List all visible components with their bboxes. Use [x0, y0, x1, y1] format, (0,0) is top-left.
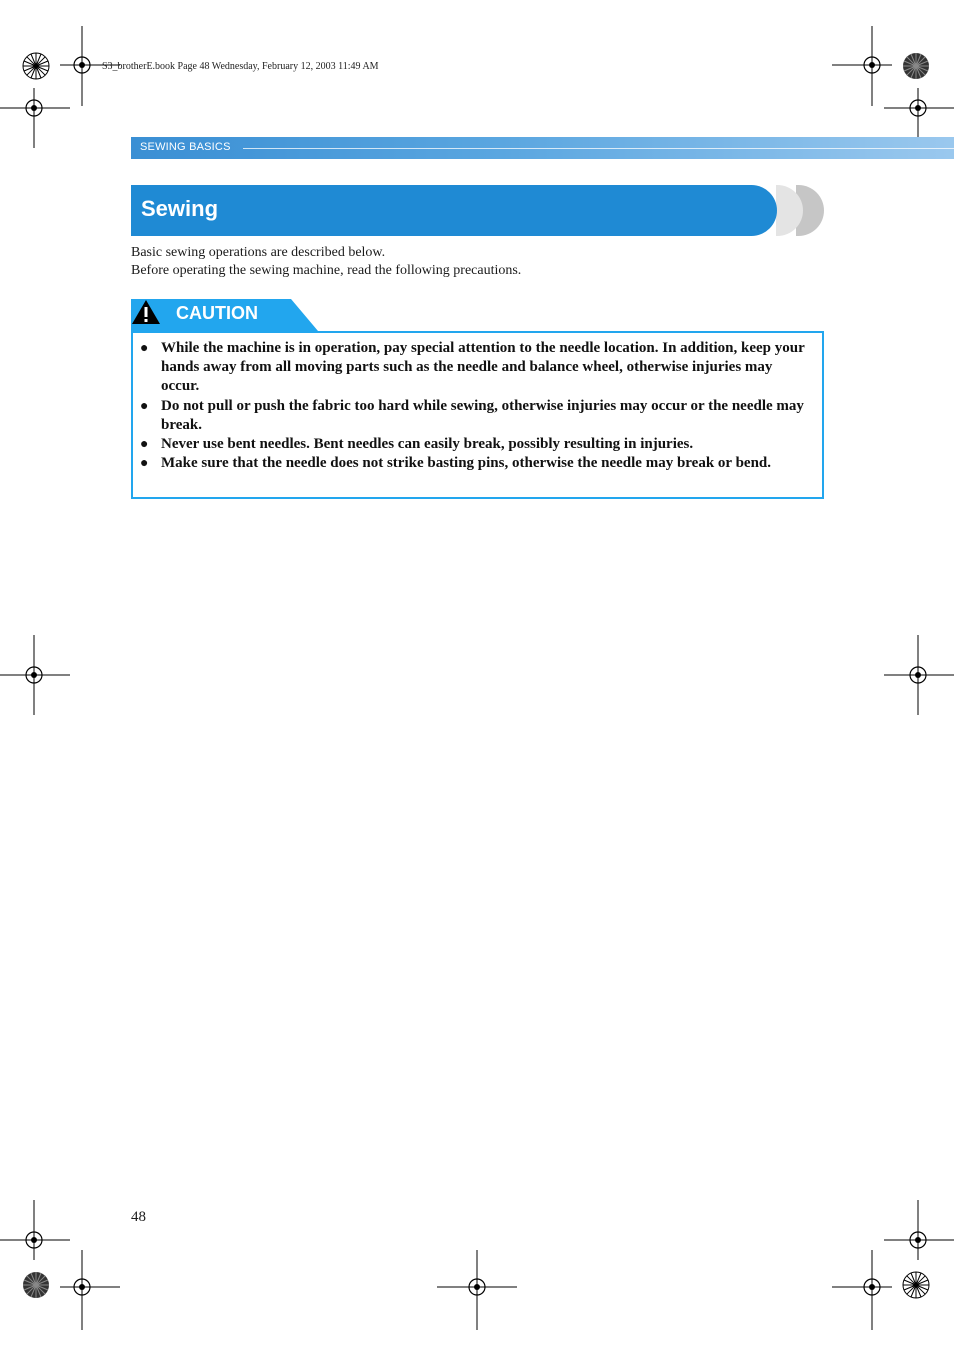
page-number: 48: [131, 1209, 146, 1225]
caution-box: [131, 331, 824, 499]
caution-item-text: Do not pull or push the fabric too hard while sewing, otherwise injuries may occur or the needle may break.: [161, 397, 804, 433]
intro-line: Before operating the sewing machine, read the following precautions.: [131, 263, 522, 278]
caution-item: [140, 339, 814, 397]
bullet-icon: ●: [140, 398, 149, 414]
print-info: S3_brotherE.book Page 48 Wednesday, February 12, 2003 11:49 AM: [102, 61, 379, 72]
caution-item-text: While the machine is in operation, pay special attention to the needle location. In addition, keep your hands away from all moving parts such as the needle and balance wheel, otherwise injuries may occur.: [161, 340, 805, 395]
caution-item: [140, 454, 814, 473]
caution-label: CAUTION: [176, 303, 258, 323]
crosshair-registration-mark-icon: [437, 1250, 517, 1330]
radial-color-target-icon: [22, 52, 50, 80]
caution-item-text: Make sure that the needle does not strike basting pins, otherwise the needle may break or bend.: [161, 455, 772, 472]
intro-text: [131, 244, 521, 280]
section-header-bar: [131, 137, 954, 159]
caution-list: [140, 339, 814, 473]
crosshair-registration-mark-icon: [0, 635, 70, 715]
caution-item-text: Never use bent needles. Bent needles can easily break, possibly resulting in injuries.: [161, 436, 694, 453]
crosshair-registration-mark-icon: [884, 1200, 954, 1260]
bullet-icon: ●: [140, 437, 149, 453]
page-title-bar: [131, 185, 825, 236]
warning-triangle-icon: [131, 299, 161, 325]
crosshair-registration-mark-icon: [0, 88, 70, 148]
bullet-icon: ●: [140, 456, 149, 472]
bullet-icon: ●: [140, 341, 149, 356]
caution-tab: [131, 299, 318, 331]
title-background: [131, 185, 777, 236]
caution-item: [140, 397, 814, 435]
caution-item: [140, 435, 814, 454]
crosshair-registration-mark-icon: [884, 635, 954, 715]
header-rule: [243, 148, 954, 149]
page-title: Sewing: [141, 196, 219, 221]
radial-color-target-icon: [22, 1271, 50, 1299]
radial-color-target-icon: [902, 1271, 930, 1299]
radial-color-target-icon: [902, 52, 930, 80]
section-label: SEWING BASICS: [140, 141, 231, 153]
crosshair-registration-mark-icon: [832, 26, 892, 106]
crosshair-registration-mark-icon: [832, 1250, 892, 1330]
intro-line: Basic sewing operations are described below.: [131, 245, 386, 260]
crosshair-registration-mark-icon: [60, 1250, 120, 1330]
